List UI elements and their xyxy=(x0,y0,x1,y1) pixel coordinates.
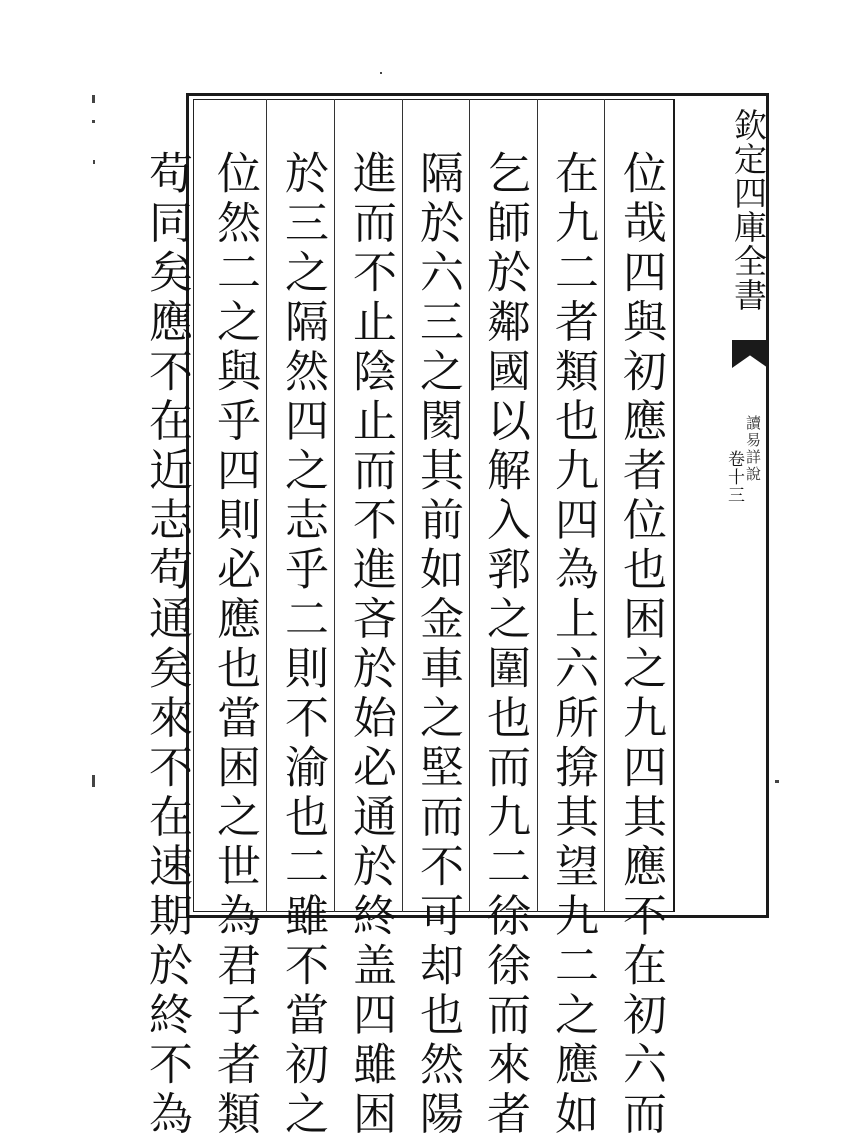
text-column-8: 苟同矣應不在近志苟通矣來不在速期於終不為 xyxy=(141,150,192,1140)
text-column-6: 於三之隔然四之志乎二則不渝也二雖不當初之 xyxy=(277,150,328,1140)
volume-label: 卷十三 xyxy=(724,450,744,504)
text-column-7: 位然二之與乎四則必應也當困之世為君子者類 xyxy=(209,150,260,1140)
scan-speck xyxy=(92,120,95,123)
scan-speck xyxy=(775,780,779,783)
text-column-3: 乞師於鄰國以解入郛之圍也而九二徐徐而來者 xyxy=(479,150,530,1140)
text-column-2: 在九二者類也九四為上六所揜其望九二之應如 xyxy=(547,150,598,1140)
text-column-1: 位哉四與初應者位也困之九四其應不在初六而 xyxy=(615,150,666,1140)
scan-speck xyxy=(93,160,95,164)
column-rule xyxy=(469,99,470,912)
scan-speck xyxy=(92,775,95,787)
scan-speck xyxy=(380,72,382,74)
column-rule xyxy=(537,99,538,912)
column-rule xyxy=(402,99,403,912)
collection-title: 欽定四庫全書 xyxy=(729,108,768,312)
column-rule xyxy=(266,99,267,912)
column-rule xyxy=(604,99,605,912)
text-column-4: 隔於六三之閡其前如金車之堅而不可却也然陽 xyxy=(412,150,463,1140)
text-column-5: 進而不止陰止而不進吝於始必通於終盖四雖困 xyxy=(345,150,396,1140)
column-rule xyxy=(334,99,335,912)
scan-speck xyxy=(92,95,95,103)
book-title: 讀易詳說 xyxy=(744,415,762,483)
